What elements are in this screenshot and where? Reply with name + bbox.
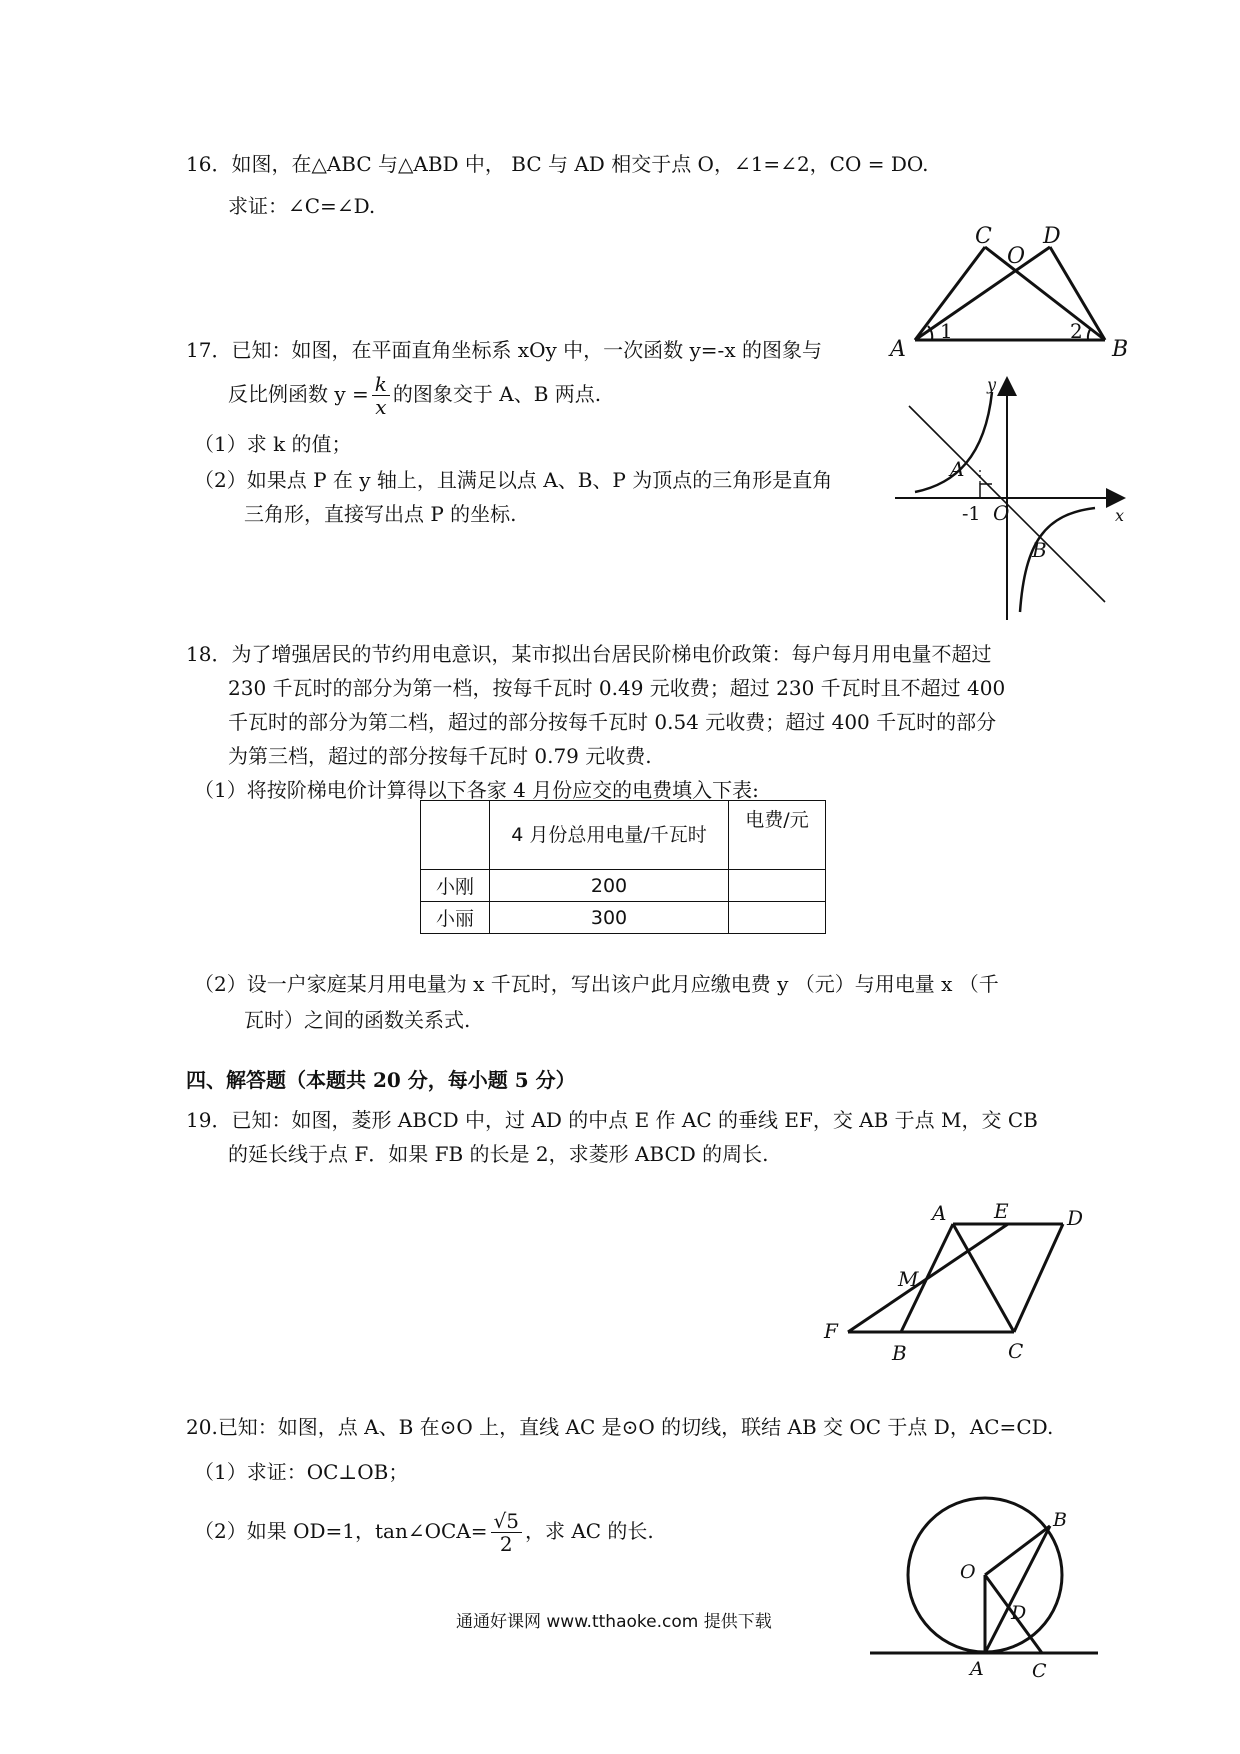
table-cell xyxy=(729,902,826,934)
q20-part2 xyxy=(194,1510,654,1555)
q17-frac-num: k xyxy=(372,373,390,396)
q19-label-B: B xyxy=(892,1341,907,1365)
table-cell: 200 xyxy=(490,870,729,902)
electricity-bill-table xyxy=(420,800,826,934)
q18-part2-line2: 瓦时）之间的函数关系式. xyxy=(244,1008,471,1032)
section-title: 四、解答题（本题共 20 分，每小题 5 分） xyxy=(186,1068,576,1092)
q20-label-D: D xyxy=(1011,1602,1027,1624)
q20-part2-pre: （2）如果 OD=1，tan∠OCA= xyxy=(194,1519,488,1543)
q16-label-O: O xyxy=(1007,244,1026,269)
q20-label-B: B xyxy=(1053,1509,1067,1531)
table-header-cell: 4 月份总用电量/千瓦时 xyxy=(490,801,729,870)
q17-label-A: A xyxy=(950,457,965,481)
table-cell: 小刚 xyxy=(421,870,490,902)
table-header-cell: 电费/元 xyxy=(729,801,826,870)
q19-label-A: A xyxy=(932,1201,947,1225)
q20-part2-post: ，求 AC 的长. xyxy=(524,1519,654,1543)
q20-frac-num: √5 xyxy=(491,1510,522,1533)
q20-frac-den: 2 xyxy=(499,1532,513,1556)
q16-label-angle2: 2 xyxy=(1070,319,1083,343)
q19-label-D: D xyxy=(1067,1206,1084,1230)
q20-fraction xyxy=(491,1510,522,1555)
q19-label-E: E xyxy=(994,1199,1009,1223)
q16-label-D: D xyxy=(1043,224,1061,249)
q20-label-O: O xyxy=(960,1561,976,1583)
q17-label-O: O xyxy=(993,501,1010,525)
q20-label-C: C xyxy=(1032,1660,1047,1682)
q17-line2-pre: 反比例函数 y = xyxy=(228,382,369,406)
q16-label-angle1: 1 xyxy=(940,319,953,343)
q16-number: 16． xyxy=(186,152,232,176)
q17-label-y: y xyxy=(987,375,997,394)
q20-label-A: A xyxy=(970,1658,984,1680)
q16-text xyxy=(186,152,928,176)
q16-label-B: B xyxy=(1112,337,1129,362)
q19-label-C: C xyxy=(1008,1339,1024,1363)
q20-text xyxy=(186,1415,1053,1439)
q17-part1: （1）求 k 的值； xyxy=(194,432,352,456)
table-row xyxy=(421,870,826,902)
q18-line2: 230 千瓦时的部分为第一档，按每千瓦时 0.49 元收费；超过 230 千瓦时且不超过 400 xyxy=(228,676,1006,700)
q18-line4: 为第三档，超过的部分按每千瓦时 0.79 元收费. xyxy=(228,744,652,768)
q19-figure xyxy=(808,1198,1098,1368)
q17-frac-den: x xyxy=(375,395,387,419)
q17-label-x: x xyxy=(1115,506,1125,525)
q17-part2-line2: 三角形，直接写出点 P 的坐标. xyxy=(244,502,517,526)
q17-part2-line1: （2）如果点 P 在 y 轴上，且满足以点 A、B、P 为顶点的三角形是直角 xyxy=(194,468,833,492)
q20-number: 20. xyxy=(186,1415,218,1439)
table-header-row xyxy=(421,801,826,870)
table-cell: 300 xyxy=(490,902,729,934)
q17-text xyxy=(186,338,822,362)
q17-figure xyxy=(895,372,1135,622)
q17-label-B: B xyxy=(1032,538,1047,562)
q17-line2 xyxy=(228,373,601,418)
q17-number: 17． xyxy=(186,338,232,362)
q19-text xyxy=(186,1108,1038,1132)
table-row xyxy=(421,902,826,934)
q19-line2: 的延长线于点 F．如果 FB 的长是 2，求菱形 ABCD 的周长. xyxy=(228,1142,769,1166)
q19-line1: 已知：如图，菱形 ABCD 中，过 AD 的中点 E 作 AC 的垂线 EF，交 AB 于点 M，交 CB xyxy=(231,1108,1038,1132)
q18-number: 18． xyxy=(186,642,232,666)
q17-label-neg1: -1 xyxy=(962,503,981,525)
q20-figure xyxy=(870,1498,1110,1682)
q16-figure xyxy=(880,225,1140,360)
table-cell xyxy=(729,870,826,902)
q18-line3: 千瓦时的部分为第二档，超过的部分按每千瓦时 0.54 元收费；超过 400 千瓦时的部分 xyxy=(228,710,997,734)
q19-label-F: F xyxy=(824,1319,838,1343)
q20-part1: （1）求证：OC⊥OB； xyxy=(194,1460,409,1484)
table-header-cell xyxy=(421,801,490,870)
q19-number: 19． xyxy=(186,1108,232,1132)
q17-line2-post: 的图象交于 A、B 两点. xyxy=(392,382,602,406)
q16-label-C: C xyxy=(975,224,992,249)
q18-part1: （1）将按阶梯电价计算得以下各家 4 月份应交的电费填入下表: xyxy=(194,778,759,802)
q17-line1: 已知：如图，在平面直角坐标系 xOy 中，一次函数 y=-x 的图象与 xyxy=(231,338,822,362)
q16-label-A: A xyxy=(890,337,906,362)
q17-fraction xyxy=(372,373,390,418)
q19-label-M: M xyxy=(898,1267,919,1291)
footer-text: 通通好课网 www.tthaoke.com 提供下载 xyxy=(456,1612,772,1632)
q16-line1: 如图，在△ABC 与△ABD 中， BC 与 AD 相交于点 O，∠1=∠2，CO = DO. xyxy=(231,152,929,176)
q18-part2-line1: （2）设一户家庭某月用电量为 x 千瓦时，写出该户此月应缴电费 y （元）与用电量 x （千 xyxy=(194,972,999,996)
table-cell: 小丽 xyxy=(421,902,490,934)
q18-text xyxy=(186,642,991,666)
q20-line1: 已知：如图，点 A、B 在⊙O 上，直线 AC 是⊙O 的切线，联结 AB 交 OC 于点 D，AC=CD. xyxy=(217,1415,1054,1439)
q16-prove: 求证：∠C=∠D. xyxy=(228,194,376,218)
q18-line1: 为了增强居民的节约用电意识，某市拟出台居民阶梯电价政策：每户每月用电量不超过 xyxy=(231,642,992,666)
